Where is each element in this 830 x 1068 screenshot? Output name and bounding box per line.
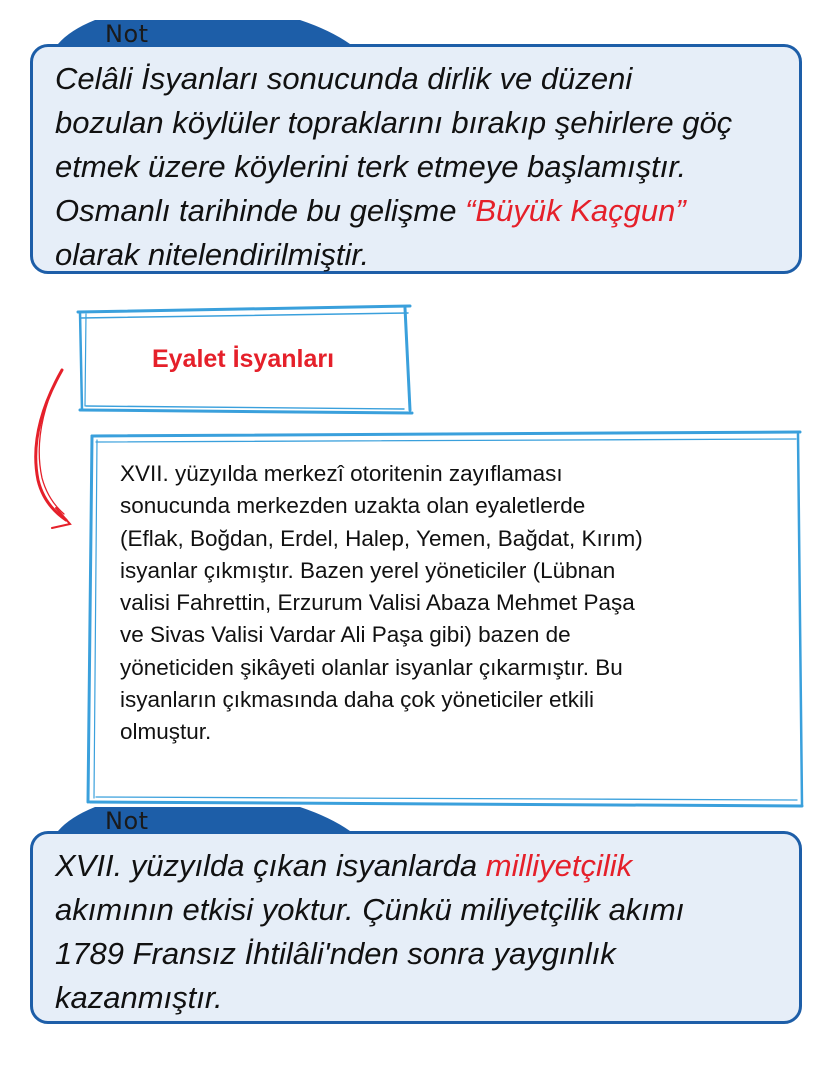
paragraph-line: isyanlar çıkmıştır. Bazen yerel yöneticiler (Lübnan [120, 557, 616, 583]
note-text: XVII. yüzyılda çıkan isyanlarda [55, 848, 486, 883]
section-title-box [78, 308, 408, 410]
note-text: Osmanlı tarihinde bu gelişme [55, 193, 466, 228]
note-tab-label: Not [105, 20, 149, 48]
note-box-2 [30, 831, 802, 1024]
note-line [55, 189, 779, 233]
highlight-term: milliyetçilik [485, 848, 633, 883]
red-arrow [36, 370, 70, 528]
paragraph-line: valisi Fahrettin, Erzurum Valisi Abaza Mehmet Paşa [120, 590, 635, 616]
paragraph-line: yöneticiden şikâyeti olanlar isyanlar çıkarmıştır. Bu [120, 654, 623, 680]
note-line: olarak nitelendirilmiştir. [55, 237, 370, 272]
paragraph-line: olmuştur. [120, 719, 212, 745]
paragraph-line: ve Sivas Valisi Vardar Ali Paşa gibi) bazen de [120, 622, 571, 648]
note-line: kazanmıştır. [55, 980, 223, 1015]
highlight-term: “Büyük Kaçgun” [465, 193, 686, 228]
note-line: bozulan köylüler topraklarını bırakıp şehirlere göç [55, 105, 733, 140]
note-tab-shape [58, 807, 350, 831]
section-paragraph [120, 458, 790, 749]
paragraph-line: XVII. yüzyılda merkezî otoritenin zayıflaması [120, 461, 563, 486]
section-title: Eyalet İsyanları [151, 344, 335, 373]
note-line [55, 844, 779, 888]
note-line: akımının etkisi yoktur. Çünkü miliyetçilik akımı [55, 892, 685, 927]
paragraph-line: sonucunda merkezden uzakta olan eyaletlerde [120, 493, 586, 519]
paragraph-line: (Eflak, Boğdan, Erdel, Halep, Yemen, Bağdat, Kırım) [120, 525, 643, 551]
note-box-1 [30, 44, 802, 274]
note-line: etmek üzere köylerini terk etmeye başlamıştır. [55, 149, 687, 184]
note-line: 1789 Fransız İhtilâli'nden sonra yaygınlık [55, 936, 616, 971]
note-tab-shape [58, 20, 350, 44]
note-tab-label: Not [105, 807, 149, 835]
note-line: Celâli İsyanları sonucunda dirlik ve düzeni [55, 61, 633, 96]
paragraph-line: isyanların çıkmasında daha çok yöneticiler etkili [120, 687, 594, 713]
